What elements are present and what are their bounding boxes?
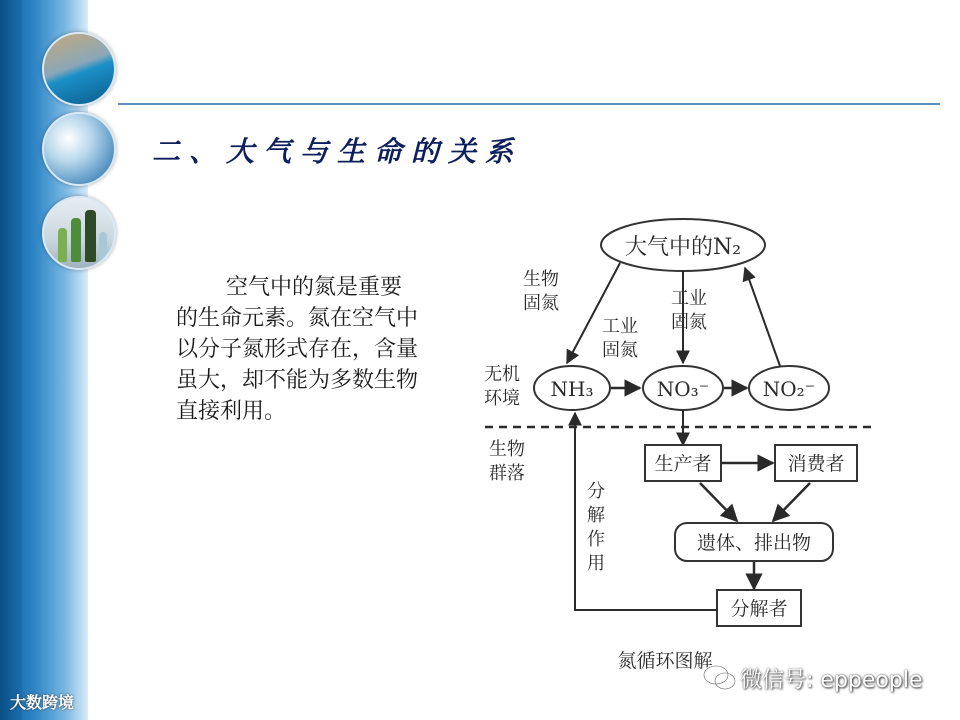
producer-label: 生产者 (654, 453, 712, 475)
arrow-no2-to-n2 (745, 268, 780, 366)
decomposition-label-4: 用 (587, 553, 605, 574)
inorganic-env-label-2: 环境 (484, 388, 520, 409)
brand-logo (10, 690, 74, 713)
bottle-shape (85, 210, 96, 262)
industrial-fix-left-label-1: 工业 (602, 316, 638, 337)
nitrogen-cycle-diagram (455, 205, 885, 675)
industrial-fix-center-label-2: 固氮 (671, 312, 707, 333)
diagram-caption: 氮循环图解 (617, 650, 713, 672)
decomposer-label: 分解者 (730, 598, 788, 620)
bio-community-label-2: 群落 (489, 463, 525, 484)
industrial-fix-center-label-1: 工业 (671, 288, 707, 309)
bio-fix-label-2: 固氮 (523, 293, 559, 314)
header-rule (118, 103, 940, 105)
bio-fix-label-1: 生物 (523, 269, 559, 290)
arrow-consumer-to-remains (773, 483, 810, 521)
decomposition-label-3: 作 (587, 529, 605, 550)
bio-community-label-1: 生物 (489, 439, 525, 460)
arrow-producer-to-remains (700, 483, 737, 521)
bottle-shape (71, 218, 81, 262)
industrial-fix-left-label-2: 固氮 (602, 340, 638, 361)
water-photo-thumbnail (42, 32, 116, 106)
nh3-label: NH₃ (550, 377, 594, 401)
atmosphere-n2-label: 大气中的N₂ (624, 235, 742, 260)
consumer-label: 消费者 (787, 453, 845, 475)
sidebar (0, 0, 88, 720)
bottle-shape (99, 232, 107, 262)
wechat-watermark: 微信号: eppeople (740, 668, 923, 693)
slide-title: 二、大气与生命的关系 (152, 135, 523, 168)
remains-label: 遗体、排出物 (696, 532, 812, 554)
bottle-shape (58, 228, 67, 262)
decomposition-label-1: 分 (587, 481, 605, 502)
slide-body-text: 空气中的氮是重要的生命元素。氮在空气中以分子氮形式存在，含量虽大，却不能为多数生物直接利用。 (176, 275, 419, 424)
wechat-icon (703, 664, 737, 692)
no3-label: NO₃⁻ (656, 377, 710, 401)
inorganic-env-label-1: 无机 (484, 364, 520, 385)
bottles-photo-thumbnail (42, 196, 116, 270)
no2-label: NO₂⁻ (762, 377, 816, 401)
brand-logo-text: 大数跨境 (10, 693, 75, 712)
decomposition-label-2: 解 (587, 505, 605, 526)
sidebar-stripe (0, 0, 22, 720)
sky-photo-thumbnail (42, 112, 116, 186)
